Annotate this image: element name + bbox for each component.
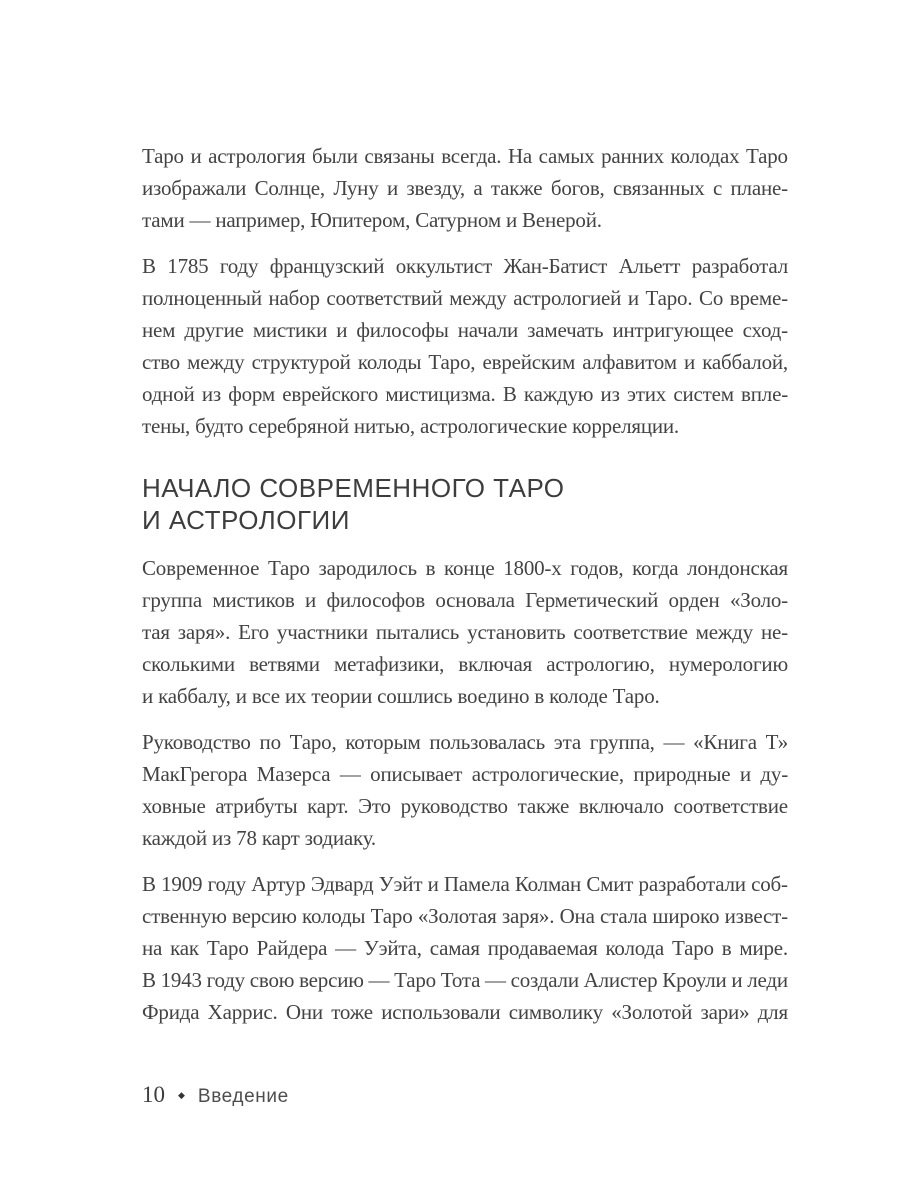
body-paragraph [142,140,788,236]
footer-separator-icon: ◆ [178,1091,185,1101]
page-footer [142,1080,289,1110]
text-line: Современное Таро зародилось в конце 1800-х годов, когда лондонская [142,556,788,580]
text-line: на как Таро Райдера — Уэйта, самая продаваемая колода Таро в мире. [142,936,788,960]
page-number: 10 [142,1082,165,1107]
text-line: Таро и астрология были связаны всегда. На самых ранних колодах Таро [142,144,788,168]
text-line: полноценный набор соответствий между астрологией и Таро. Со време- [142,286,788,310]
text-line: В 1785 году французский оккультист Жан-Батист Альетт разработал [142,254,788,278]
text-line: Руководство по Таро, которым пользовалась эта группа, — «Книга Т» [142,730,788,754]
text-line: Фрида Харрис. Они тоже использовали символику «Золотой зари» для [142,1000,788,1024]
heading-line: НАЧАЛО СОВРЕМЕННОГО ТАРО [142,473,565,503]
text-line: сколькими ветвями метафизики, включая астрологию, нумерологию [142,652,788,676]
page-content [142,140,788,1042]
text-line: ховные атрибуты карт. Это руководство также включало соответствие [142,794,788,818]
text-line: В 1943 году свою версию — Таро Тота — создали Алистер Кроули и леди [142,968,788,992]
text-line: ственную версию колоды Таро «Золотая заря». Она стала широко извест- [142,904,788,928]
text-line: одной из форм еврейского мистицизма. В каждую из этих систем впле- [142,382,788,406]
body-paragraph [142,250,788,442]
heading-line: И АСТРОЛОГИИ [142,505,350,535]
footer-section-label: Введение [197,1086,289,1107]
text-line: В 1909 году Артур Эдвард Уэйт и Памела Колман Смит разработали соб- [142,872,788,896]
body-paragraph [142,726,788,854]
text-line: тая заря». Его участники пытались установить соответствие между не- [142,620,788,644]
section-heading [142,472,788,536]
text-line: группа мистиков и философов основала Герметический орден «Золо- [142,588,788,612]
text-line: тены, будто серебряной нитью, астрологические корреляции. [142,414,679,438]
text-line: нем другие мистики и философы начали замечать интригующее сход- [142,318,788,342]
text-line: изображали Солнце, Луну и звезду, а также богов, связанных с плане- [142,176,788,200]
text-line: каждой из 78 карт зодиаку. [142,826,376,850]
body-paragraph [142,552,788,712]
text-line: тами — например, Юпитером, Сатурном и Венерой. [142,208,602,232]
text-line: ство между структурой колоды Таро, еврейским алфавитом и каббалой, [142,350,788,374]
body-paragraph [142,868,788,1028]
text-line: МакГрегора Мазерса — описывает астрологические, природные и ду- [142,762,788,786]
text-line: и каббалу, и все их теории сошлись воедино в колоде Таро. [142,684,660,708]
